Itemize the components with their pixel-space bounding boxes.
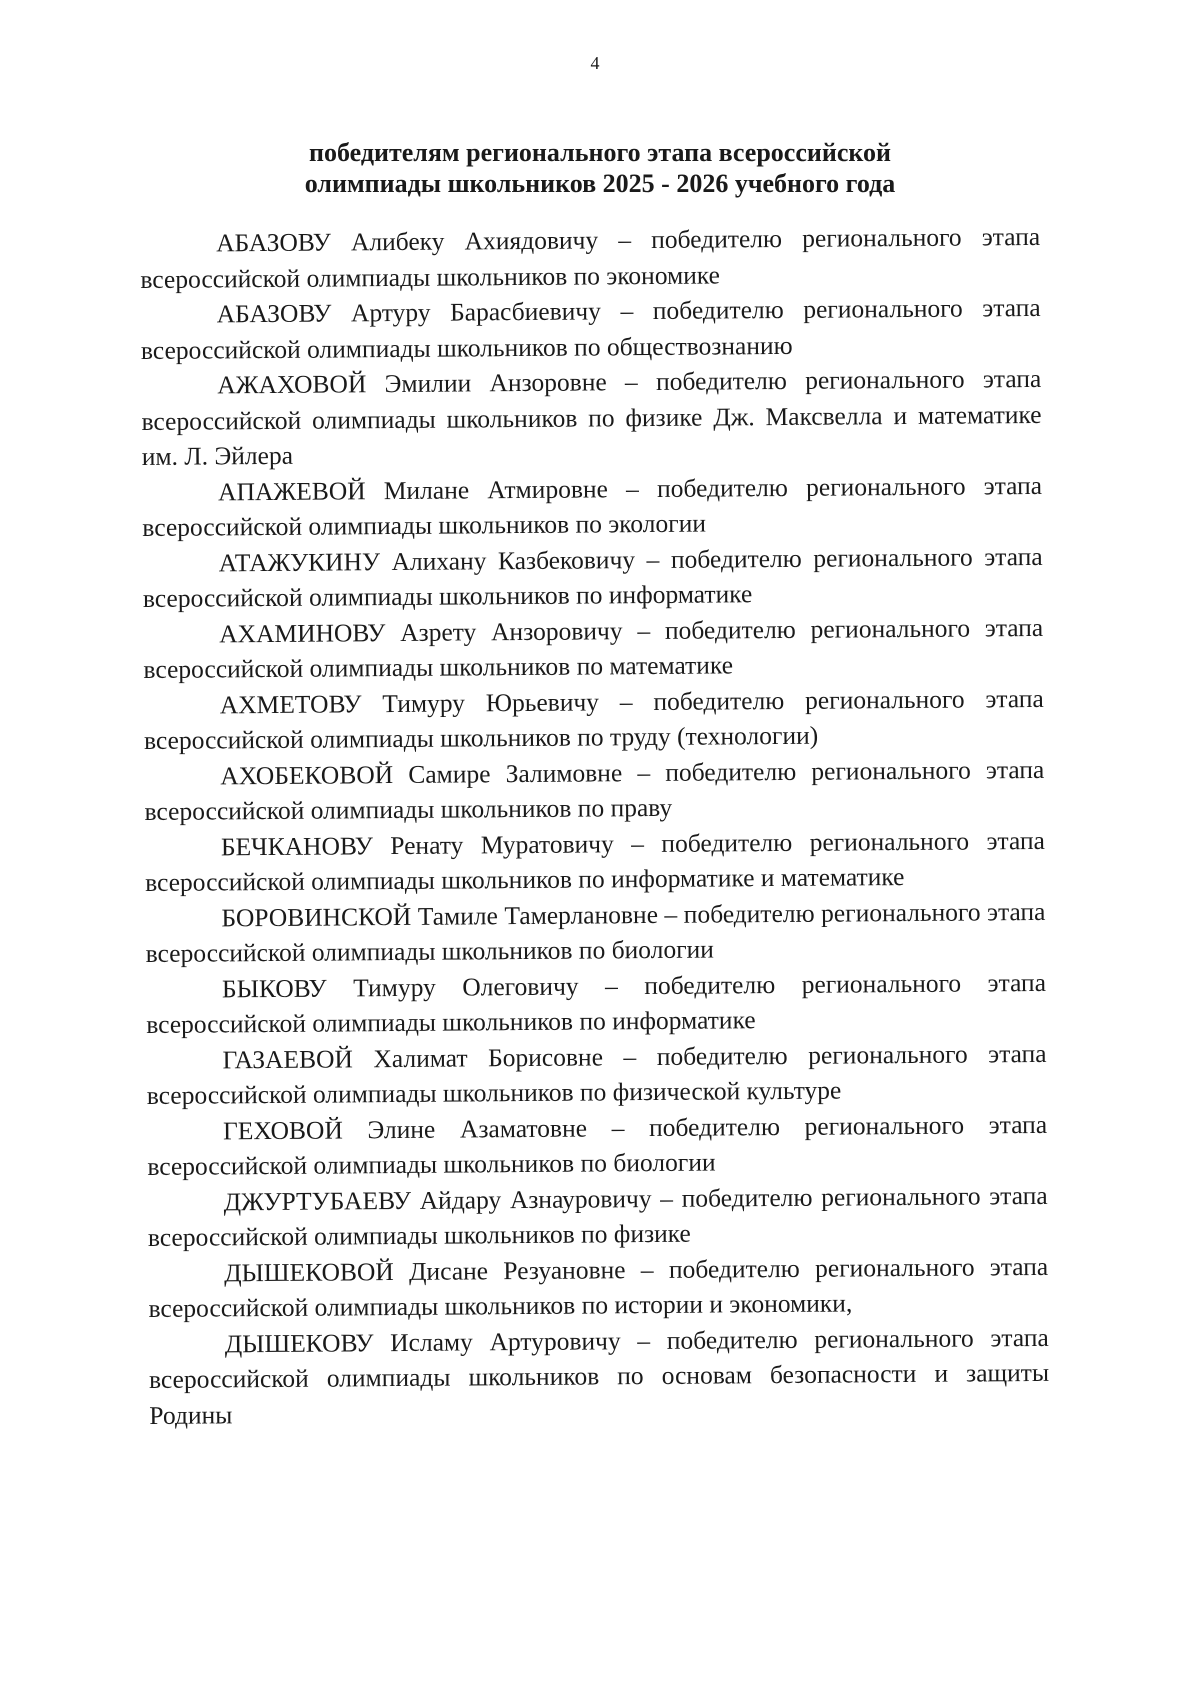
- winner-entry: ДЫШЕКОВУ Исламу Артуровичу – победителю регионального этапа всероссийской олимпиады школьников по основам безопасности и защиты Родины: [148, 1322, 1050, 1430]
- winner-entry: ГАЗАЕВОЙ Халимат Борисовне – победителю регионального этапа всероссийской олимпиады школьников по физической культуре: [146, 1038, 1047, 1110]
- winner-entry: ГЕХОВОЙ Элине Азаматовне – победителю регионального этапа всероссийской олимпиады школьников по биологии: [147, 1109, 1048, 1181]
- winner-entry: АЖАХОВОЙ Эмилии Анзоровне – победителю регионального этапа всероссийской олимпиады школьников по физике Дж. Максвелла и математике им. Л. Эйлера: [141, 363, 1042, 471]
- winners-list: [140, 219, 1049, 1433]
- winner-entry: АПАЖЕВОЙ Милане Атмировне – победителю регионального этапа всероссийской олимпиады школьников по экологии: [142, 470, 1043, 542]
- winner-entry: АХМЕТОВУ Тимуру Юрьевичу – победителю регионального этапа всероссийской олимпиады школьников по труду (технологии): [143, 683, 1044, 755]
- title-line-1: победителям регионального этапа всероссийской: [309, 138, 891, 167]
- winner-entry: ДЫШЕКОВОЙ Дисане Резуановне – победителю регионального этапа всероссийской олимпиады школьников по истории и экономики,: [148, 1251, 1049, 1323]
- title-line-2: олимпиады школьников 2025 - 2026 учебного года: [304, 169, 896, 198]
- page-number: 4: [590, 53, 600, 73]
- winner-entry: ДЖУРТУБАЕВУ Айдару Азнауровичу – победителю регионального этапа всероссийской олимпиады школьников по физике: [147, 1180, 1048, 1252]
- document-title: [200, 137, 1000, 199]
- winner-entry: АБАЗОВУ Артуру Барасбиевичу – победителю регионального этапа всероссийской олимпиады школьников по обществознанию: [140, 292, 1041, 365]
- winner-entry: АХАМИНОВУ Азрету Анзоровичу – победителю регионального этапа всероссийской олимпиады школьников по математике: [143, 612, 1044, 684]
- winner-entry: АБАЗОВУ Алибеку Ахиядовичу – победителю регионального этапа всероссийской олимпиады школьников по экономике: [140, 221, 1041, 294]
- winner-entry: БОРОВИНСКОЙ Тамиле Тамерлановне – победителю регионального этапа всероссийской олимпиады школьников по биологии: [145, 896, 1046, 968]
- winner-entry: АХОБЕКОВОЙ Самире Залимовне – победителю регионального этапа всероссийской олимпиады школьников по праву: [144, 754, 1045, 826]
- winner-entry: БЕЧКАНОВУ Ренату Муратовичу – победителю регионального этапа всероссийской олимпиады школьников по информатике и математике: [145, 825, 1045, 897]
- winner-entry: АТАЖУКИНУ Алихану Казбековичу – победителю регионального этапа всероссийской олимпиады школьников по информатике: [142, 541, 1043, 613]
- winner-entry: БЫКОВУ Тимуру Олеговичу – победителю регионального этапа всероссийской олимпиады школьников по информатике: [146, 967, 1047, 1039]
